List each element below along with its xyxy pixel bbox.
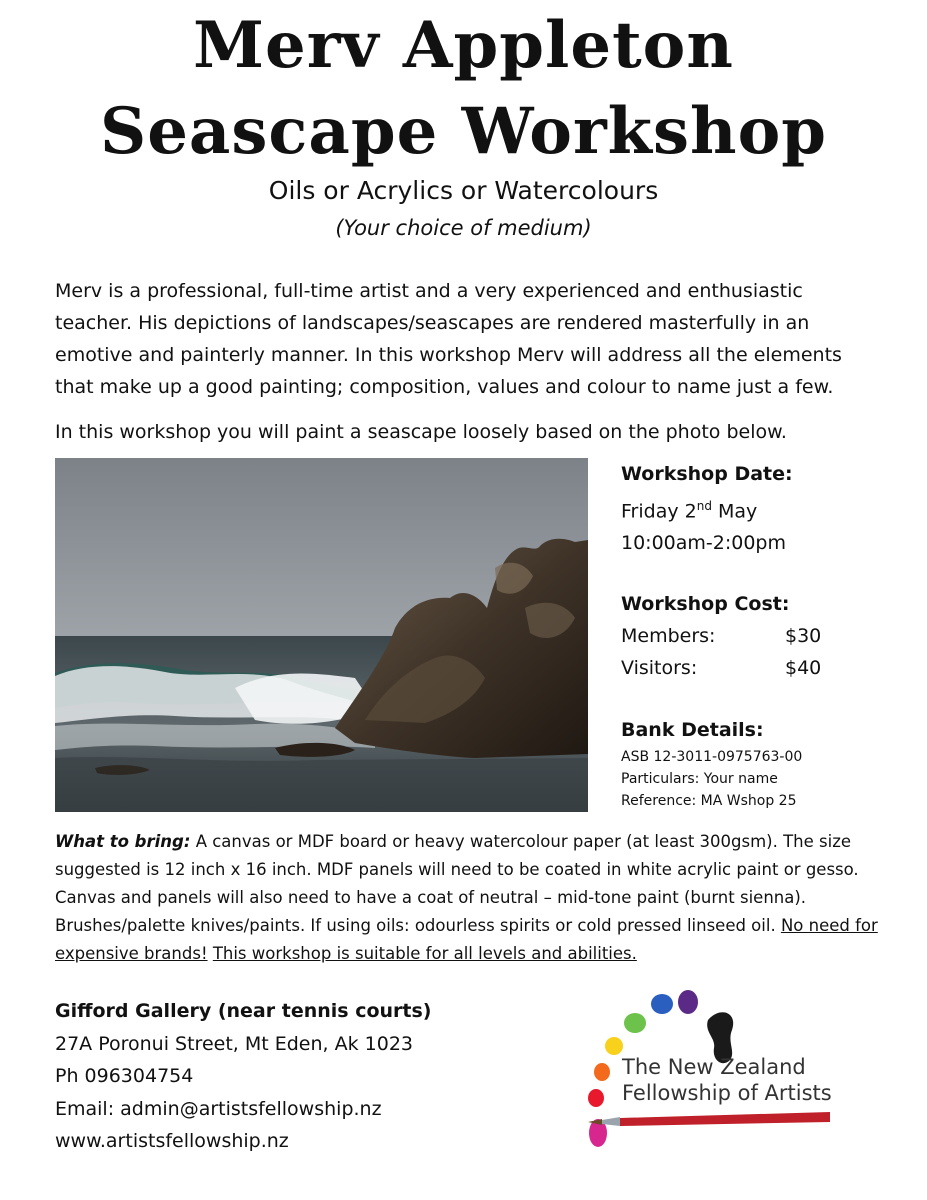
venue-address: 27A Poronui Street, Mt Eden, Ak 1023	[55, 1032, 414, 1055]
bring-lead: What to bring:	[55, 832, 191, 851]
date-month: May	[711, 500, 758, 523]
title-line-2: Seascape Workshop	[99, 94, 828, 169]
phone: Ph 096304754	[55, 1065, 194, 1087]
what-to-bring	[55, 828, 895, 968]
fellowship-logo	[580, 968, 870, 1168]
bank-heading: Bank Details:	[621, 719, 764, 741]
email[interactable]: Email: admin@artistsfellowship.nz	[55, 1097, 382, 1120]
members-label: Members:	[621, 625, 716, 647]
bring-note-levels: This workshop is suitable for all levels and abilities.	[212, 944, 637, 963]
workshop-time: 10:00am-2:00pm	[621, 532, 786, 555]
date-day: Friday 2	[621, 500, 697, 523]
bank-particulars: Particulars: Your name	[621, 771, 778, 787]
intro-paragraph: Merv is a professional, full-time artist and a very experienced and enthusiastic teacher. His depictions of landscapes/seascapes are rendered masterfully in an emotive and painterly manner. In this workshop Merv will address all the elements that make up a good painting; composition, values and colour to name just a few.	[55, 280, 842, 398]
venue-name: Gifford Gallery (near tennis courts)	[55, 1000, 432, 1022]
bank-reference: Reference: MA Wshop 25	[621, 793, 797, 809]
cost-block	[621, 588, 911, 684]
workshop-date	[621, 490, 911, 527]
bring-text: A canvas or MDF board or heavy watercolour paper (at least 300gsm). The size suggested is 12 inch x 16 inch. MDF panels will need to be coated in white acrylic paint or gesso. Canvas and panels will also need to have a coat of neutral – mid-tone paint (burnt sienna). Brushes/palette knives/paints. If using oils: odourless spirits or cold pressed linseed oil.	[55, 832, 859, 935]
subtitle-note: (Your choice of medium)	[335, 216, 592, 240]
logo-text	[622, 1054, 832, 1106]
visitors-label: Visitors:	[621, 657, 698, 679]
date-block	[621, 458, 911, 559]
date-suffix: nd	[696, 499, 712, 513]
logo-line-1: The New Zealand	[622, 1055, 806, 1079]
website[interactable]: www.artistsfellowship.nz	[55, 1130, 289, 1152]
members-price: $30	[785, 625, 822, 647]
bank-block	[621, 714, 911, 812]
intro-paragraph-2: In this workshop you will paint a seascape loosely based on the photo below.	[55, 421, 787, 443]
date-heading: Workshop Date:	[621, 463, 793, 485]
subtitle: Oils or Acrylics or Watercolours	[268, 176, 659, 205]
logo-line-2: Fellowship of Artists	[622, 1081, 832, 1105]
bank-account: ASB 12-3011-0975763-00	[621, 749, 803, 765]
contact-block	[55, 995, 431, 1158]
visitors-price: $40	[785, 657, 822, 679]
members-row	[621, 620, 911, 652]
visitors-row	[621, 652, 911, 684]
title-line-1: Merv Appleton	[193, 8, 734, 83]
seascape-photo	[55, 458, 588, 812]
cost-heading: Workshop Cost:	[621, 593, 790, 615]
bring-note-brands: No need for expensive brands!	[55, 916, 878, 963]
